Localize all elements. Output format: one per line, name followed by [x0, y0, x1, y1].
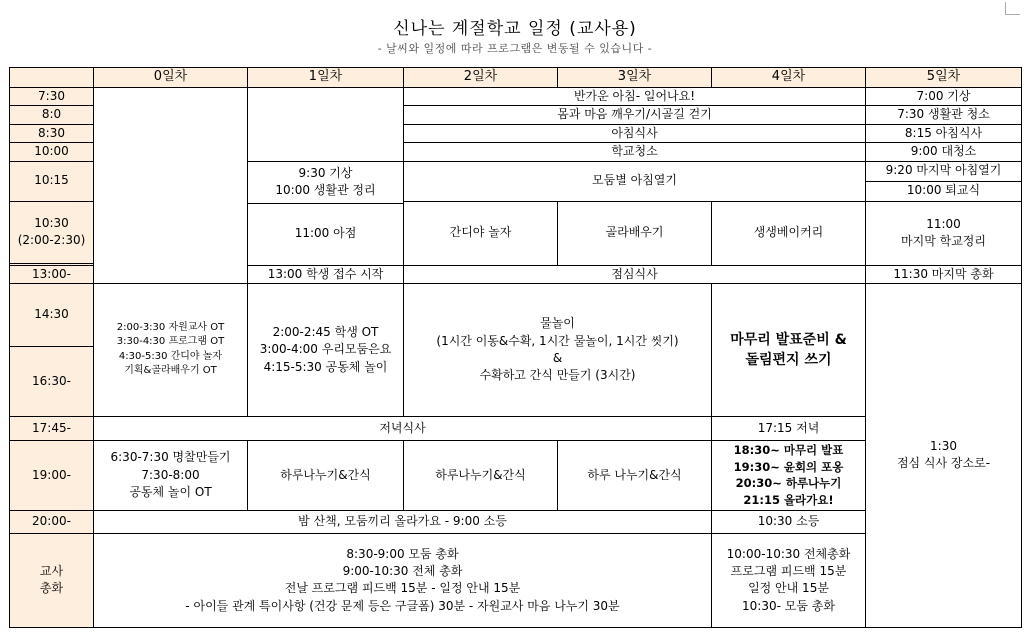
time-label-1030: [10, 201, 94, 263]
dinner-cell: 저녁식사: [94, 416, 712, 440]
water-line: 물놀이: [540, 316, 575, 331]
header-day0: 0일차: [94, 68, 248, 88]
day4-meeting-line: 10:30- 모둠 총화: [742, 598, 835, 613]
day1-early-empty: [248, 88, 404, 162]
day1-snack: 11:00 아점: [248, 203, 404, 265]
day4-meeting-line: 프로그램 피드백 15분: [730, 564, 847, 579]
day4-afternoon-line: 마무리 발표준비 &: [730, 331, 847, 348]
time-label: 10:15: [10, 161, 94, 201]
water-play-cell: [404, 283, 712, 416]
header-day5: 5일차: [866, 68, 1022, 88]
day5-afternoon-label: 점심 식사 장소로-: [896, 456, 991, 471]
day4-lights: 10:30 소등: [712, 510, 866, 533]
day4-meeting-line: 일정 안내 15분: [748, 581, 829, 596]
night-cell: 밤 산책, 모둠끼리 올라가요 - 9:00 소등: [94, 510, 712, 533]
time-label: 20:00-: [10, 510, 94, 533]
time-label: 14:30: [10, 283, 94, 346]
day4-meeting-line: 10:00-10:30 전체총화: [726, 546, 851, 561]
day5-cleaning: 9:00 대청소: [866, 143, 1022, 161]
time-label: 17:45-: [10, 416, 94, 440]
day1-afternoon-item: 3:00-4:00 우리모둠은요: [259, 342, 392, 357]
day5-meeting: 11:30 마지막 총화: [866, 265, 1022, 283]
group-opening-cell: 모둠별 아침열기: [404, 161, 866, 201]
day4-evening: [712, 440, 866, 510]
day1-reception: 13:00 학생 접수 시작: [248, 265, 404, 283]
day3-evening: 하루 나누기&간식: [558, 440, 712, 510]
day1-evening: 하루나누기&간식: [248, 440, 404, 510]
water-line: 수확하고 간식 만들기 (3시간): [479, 368, 636, 383]
teacher-label-2: 총화: [39, 581, 64, 596]
time-label: 8:0: [10, 106, 94, 124]
teacher-meeting-label: [10, 533, 94, 627]
day0-morning-empty: [94, 88, 248, 284]
time-label: 16:30-: [10, 346, 94, 416]
cleaning-cell: 학교청소: [404, 143, 866, 161]
day5-morning-label: 마지막 학교정리: [901, 234, 986, 249]
day5-morning-time: 11:00: [926, 216, 961, 231]
day5-opening: 9:20 마지막 아침열기: [866, 161, 1022, 181]
day0-afternoon-item: 2:00-3:30 자원교사 OT: [116, 321, 225, 333]
day3-activity: 골라배우기: [558, 201, 712, 265]
day4-afternoon-line: 돌림편지 쓰기: [745, 351, 832, 368]
time-1030-alt: (2:00-2:30): [17, 233, 86, 248]
day1-morning: [248, 161, 404, 203]
day5-breakfast: 8:15 아침식사: [866, 124, 1022, 142]
day4-dinner: 17:15 저녁: [712, 416, 866, 440]
header-day4: 4일차: [712, 68, 866, 88]
day4-afternoon: [712, 283, 866, 416]
wakeup-cell: 반가운 아침- 일어나요!: [404, 88, 866, 106]
day1-afternoon: [248, 283, 404, 416]
day5-wake: 7:00 기상: [866, 88, 1022, 106]
time-label: 8:30: [10, 124, 94, 142]
corner-mark: [1005, 2, 1020, 15]
day5-leave: 10:00 퇴교식: [866, 181, 1022, 201]
day4-evening-item: 20:30~ 하루나누기: [735, 476, 842, 491]
teacher-meeting-line: - 아이들 관계 특이사항 (건강 문제 등은 구글폼) 30분 - 자원교사 마음 나누기 30분: [185, 598, 620, 613]
day4-evening-item: 19:30~ 윤회의 포옹: [733, 459, 844, 474]
day0-evening-item: 공동체 놀이 OT: [129, 485, 212, 500]
water-line: (1시간 이동&수확, 1시간 물놀이, 1시간 씻기): [436, 333, 679, 348]
day5-dorm: 7:30 생활관 청소: [866, 106, 1022, 124]
header-day1: 1일차: [248, 68, 404, 88]
day1-dorm: 10:00 생활관 정리: [275, 183, 376, 198]
day0-afternoon-item: 4:30-5:30 간디야 놀자: [118, 350, 223, 362]
page-title: 신나는 계절학교 일정 (교사용): [393, 19, 637, 39]
day1-wake: 9:30 기상: [298, 165, 353, 180]
day0-afternoon-item: 기획&골라배우기 OT: [124, 365, 217, 377]
day0-evening: [94, 440, 248, 510]
header-row: [10, 68, 1022, 88]
day2-activity: 간디야 놀자: [404, 201, 558, 265]
day2-evening: 하루나누기&간식: [404, 440, 558, 510]
water-line: &: [552, 350, 563, 365]
table-row: [10, 283, 1022, 346]
teacher-meeting-cell: [94, 533, 712, 627]
day5-afternoon-time: 1:30: [930, 439, 957, 454]
teacher-meeting-line: 9:00-10:30 전체 총화: [342, 564, 463, 579]
teacher-label-1: 교사: [39, 564, 64, 579]
day4-meeting: [712, 533, 866, 627]
walk-cell: 몸과 마음 깨우기/시골길 걷기: [404, 106, 866, 124]
time-label: 10:00: [10, 143, 94, 161]
day1-afternoon-item: 4:15-5:30 공동체 놀이: [263, 359, 388, 374]
day5-morning: [866, 201, 1022, 265]
day4-activity: 생생베이커리: [712, 201, 866, 265]
time-1030: 10:30: [34, 215, 69, 230]
day0-evening-item: 7:30-8:00: [141, 467, 200, 482]
time-label: 19:00-: [10, 440, 94, 510]
day4-evening-item: 21:15 올라가요!: [743, 493, 834, 508]
breakfast-cell: 아침식사: [404, 124, 866, 142]
day0-evening-item: 6:30-7:30 명찰만들기: [110, 450, 231, 465]
day5-afternoon: [866, 283, 1022, 627]
time-label: 13:00-: [10, 265, 94, 283]
header-day3: 3일차: [558, 68, 712, 88]
lunch-cell: 점심식사: [404, 265, 866, 283]
page-subtitle: - 날씨와 일정에 따라 프로그램은 변동될 수 있습니다 -: [377, 42, 653, 55]
day1-afternoon-item: 2:00-2:45 학생 OT: [272, 324, 379, 339]
teacher-meeting-line: 전날 프로그램 피드백 15분 - 일정 안내 15분: [284, 581, 521, 596]
day0-afternoon: [94, 283, 248, 416]
schedule-table: [9, 67, 1022, 628]
day4-evening-item: 18:30~ 마무리 발표: [733, 443, 844, 458]
header-day2: 2일차: [404, 68, 558, 88]
day0-afternoon-item: 3:30-4:30 프로그램 OT: [116, 336, 225, 348]
teacher-meeting-line: 8:30-9:00 모둠 총화: [346, 546, 459, 561]
time-label: 7:30: [10, 88, 94, 106]
header-blank: [10, 68, 94, 88]
table-row: [10, 88, 1022, 106]
